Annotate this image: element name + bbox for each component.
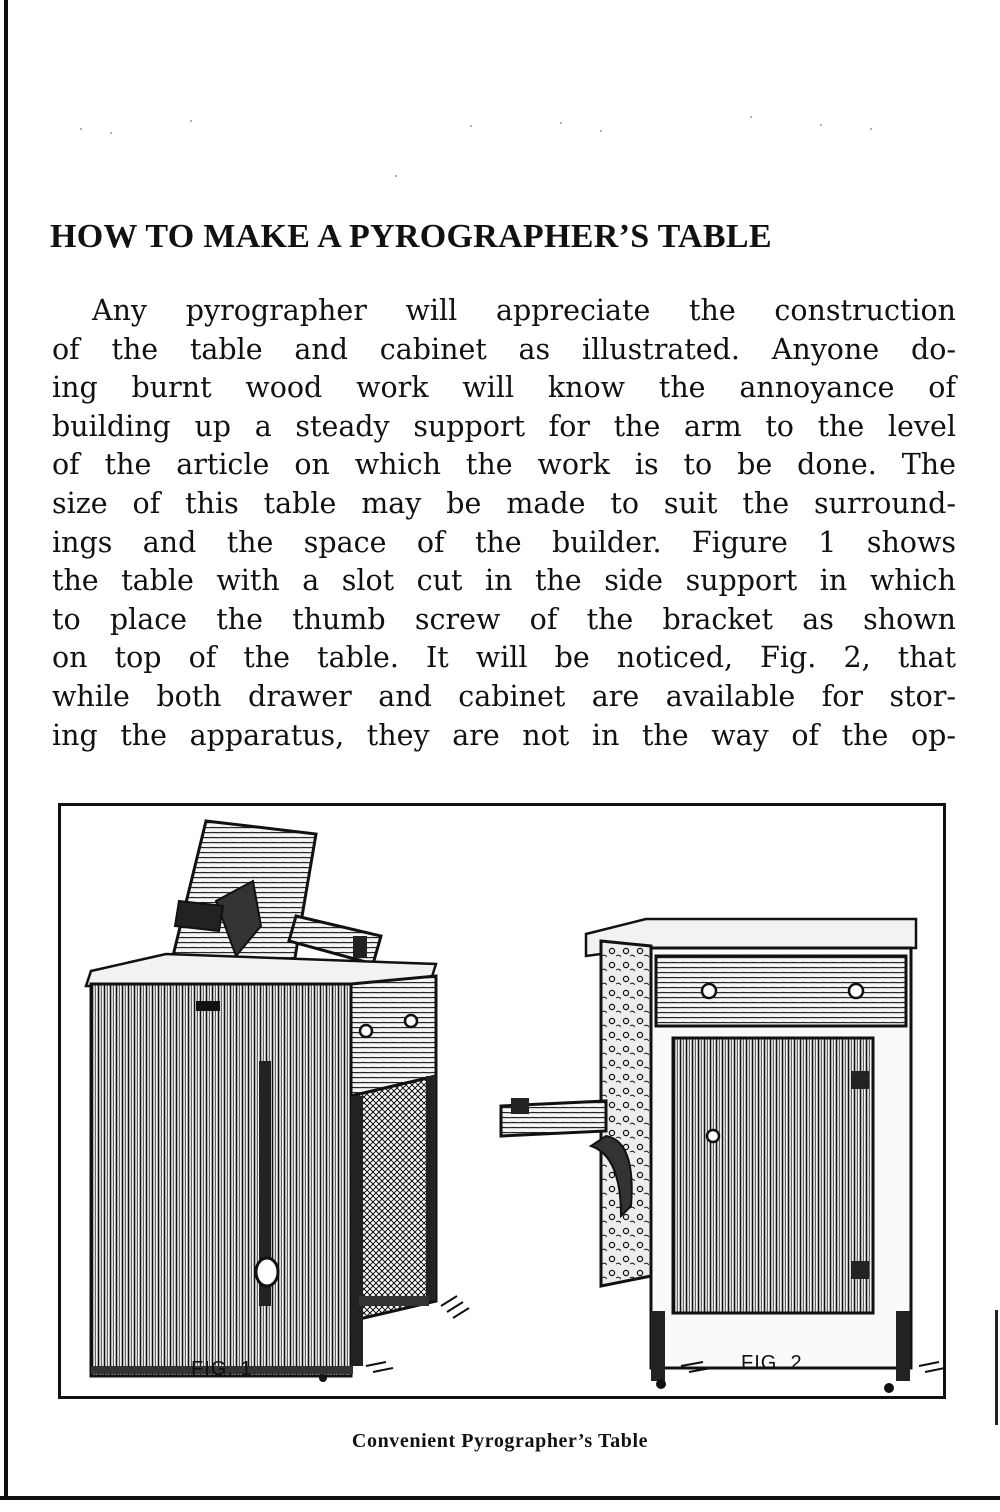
- body-line: ing burnt wood work will know the annoyance of: [52, 371, 956, 405]
- body-line: building up a steady support for the arm to the level: [52, 409, 956, 443]
- figure-caption: Convenient Pyrographer’s Table: [351, 1430, 649, 1452]
- body-line: ings and the space of the builder. Figure 1 shows: [52, 525, 956, 559]
- fig1-label: FIG. 1: [191, 1358, 253, 1380]
- fig1-illustration: [86, 821, 469, 1382]
- body-line: of the table and cabinet as illustrated. Anyone do-: [52, 332, 956, 366]
- body-line: size of this table may be made to suit the surround-: [52, 486, 956, 520]
- figure-frame: [58, 803, 946, 1399]
- body-line: ing the apparatus, they are not in the way of the op-: [52, 718, 956, 752]
- article-body: [52, 292, 956, 755]
- body-line: Any pyrographer will appreciate the construction: [92, 294, 956, 327]
- page-right-edge-mark: [995, 1310, 998, 1425]
- body-line: the table with a slot cut in the side support in which: [52, 564, 956, 598]
- body-line: of the article on which the work is to be done. The: [52, 448, 956, 482]
- article-title: HOW TO MAKE A PYROGRAPHER’S TABLE: [50, 218, 772, 255]
- fig2-label: FIG. 2: [741, 1352, 803, 1374]
- body-line: on top of the table. It will be noticed, Fig. 2, that: [52, 641, 956, 675]
- page-left-edge-rule: [4, 0, 8, 1500]
- page-bottom-rule: [0, 1496, 1000, 1500]
- body-line: to place the thumb screw of the bracket as shown: [52, 602, 956, 636]
- fig2-illustration: [501, 919, 943, 1393]
- figure-illustration: [61, 806, 943, 1396]
- body-line: while both drawer and cabinet are available for stor-: [52, 679, 956, 713]
